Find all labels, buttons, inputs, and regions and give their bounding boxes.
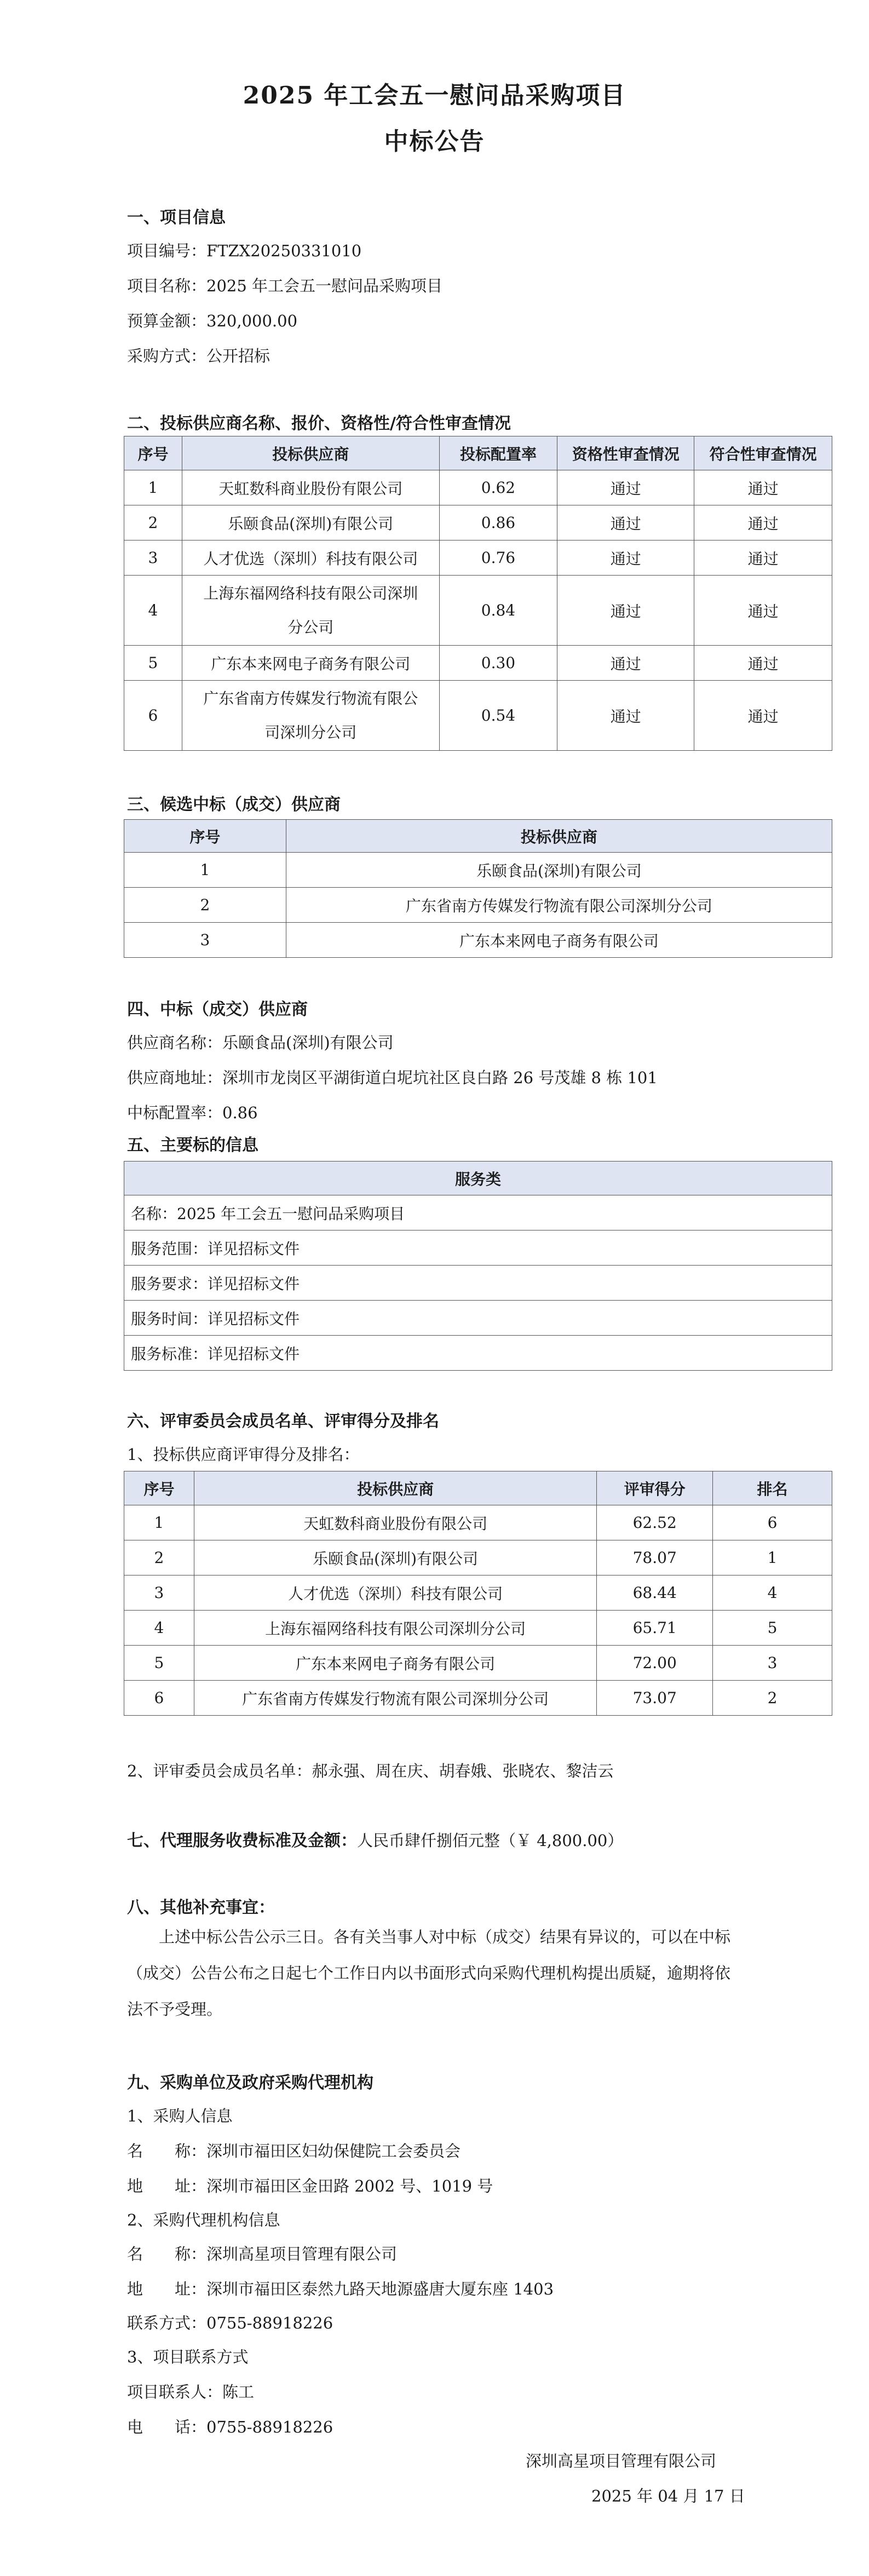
cell-supplier xyxy=(182,576,439,646)
table-header-row xyxy=(124,436,832,470)
score-subheading: 1、投标供应商评审得分及排名： xyxy=(127,1445,360,1464)
table-row xyxy=(124,853,832,888)
cell-no: 2 xyxy=(124,505,182,540)
cell-no: 3 xyxy=(124,923,286,958)
header-compliance: 符合性审查情况 xyxy=(694,436,832,470)
table-row xyxy=(124,1301,832,1336)
section-3-heading: 三、候选中标（成交）供应商 xyxy=(127,795,341,814)
footer-company: 深圳高星项目管理有限公司 xyxy=(526,2452,717,2470)
doc-title: 2025 年工会五一慰问品采购项目 xyxy=(243,82,626,110)
header-rate: 投标配置率 xyxy=(439,436,557,470)
table-row xyxy=(124,1505,832,1540)
footer-date: 2025 年 04 月 17 日 xyxy=(591,2487,745,2505)
header-no: 序号 xyxy=(124,436,182,470)
winner-name: 供应商名称：乐颐食品(深圳)有限公司 xyxy=(127,1033,394,1052)
header-supplier: 投标供应商 xyxy=(182,436,439,470)
cell-score: 68.44 xyxy=(597,1576,713,1611)
service-standard: 服务标准：详见招标文件 xyxy=(124,1336,832,1371)
cell-compliance: 通过 xyxy=(694,646,832,681)
cell-score: 65.71 xyxy=(597,1611,713,1646)
cell-no: 1 xyxy=(124,853,286,888)
cell-rank: 4 xyxy=(713,1576,832,1611)
table-row xyxy=(124,1646,832,1681)
section-2-heading: 二、投标供应商名称、报价、资格性/符合性审查情况 xyxy=(127,414,511,433)
table-header-row xyxy=(124,1471,832,1505)
agency-contact: 联系方式：0755-88918226 xyxy=(127,2314,333,2332)
table-header-row xyxy=(124,820,832,853)
project-code: 项目编号：FTZX20250331010 xyxy=(127,242,362,260)
header-qualification: 资格性审查情况 xyxy=(557,436,694,470)
cell-qualification: 通过 xyxy=(557,576,694,646)
cell-qualification: 通过 xyxy=(557,681,694,751)
cell-compliance: 通过 xyxy=(694,505,832,540)
subject-table xyxy=(124,1161,832,1371)
cell-compliance: 通过 xyxy=(694,540,832,576)
cell-supplier: 广东省南方传媒发行物流有限公司深圳分公司 xyxy=(194,1681,596,1716)
cell-no: 3 xyxy=(124,1576,194,1611)
agency-subheading: 2、采购代理机构信息 xyxy=(127,2211,280,2229)
cell-rate: 0.86 xyxy=(439,505,557,540)
table-row xyxy=(124,923,832,958)
section-1-heading: 一、项目信息 xyxy=(127,208,226,227)
table-row xyxy=(124,1336,832,1371)
cell-supplier-line2: 司深圳分公司 xyxy=(264,723,357,741)
cell-rate: 0.62 xyxy=(439,470,557,505)
header-service-type: 服务类 xyxy=(124,1162,832,1195)
table-row xyxy=(124,1231,832,1266)
service-scope: 服务范围：详见招标文件 xyxy=(124,1231,832,1266)
header-supplier: 投标供应商 xyxy=(194,1471,596,1505)
table-header-row xyxy=(124,1162,832,1195)
contact-subheading: 3、项目联系方式 xyxy=(127,2348,249,2366)
agency-address: 地 址：深圳市福田区泰然九路天地源盛唐大厦东座 1403 xyxy=(127,2280,554,2298)
cell-rank: 5 xyxy=(713,1611,832,1646)
header-rank: 排名 xyxy=(713,1471,832,1505)
header-no: 序号 xyxy=(124,820,286,853)
cell-qualification: 通过 xyxy=(557,646,694,681)
cell-no: 3 xyxy=(124,540,182,576)
cell-supplier-line1: 上海东福网络科技有限公司深圳 xyxy=(203,584,418,602)
cell-no: 6 xyxy=(124,681,182,751)
cell-compliance: 通过 xyxy=(694,470,832,505)
table-row xyxy=(124,576,832,646)
supplementary-text: 上述中标公告公示三日。各有关当事人对中标（成交）结果有异议的，可以在中标（成交）公告公布之日起七个工作日内以书面形式向采购代理机构提出质疑，逾期将依法不予受理。 xyxy=(127,1928,731,2019)
table-row xyxy=(124,505,832,540)
service-time: 服务时间：详见招标文件 xyxy=(124,1301,832,1336)
header-supplier: 投标供应商 xyxy=(286,820,832,853)
table-row xyxy=(124,1576,832,1611)
service-requirement: 服务要求：详见招标文件 xyxy=(124,1266,832,1301)
winner-address: 供应商地址：深圳市龙岗区平湖街道白坭坑社区良白路 26 号茂雄 8 栋 101 xyxy=(127,1068,658,1087)
table-row xyxy=(124,646,832,681)
cell-supplier: 人才优选（深圳）科技有限公司 xyxy=(194,1576,596,1611)
table-row xyxy=(124,1540,832,1576)
procurement-method: 采购方式：公开招标 xyxy=(127,347,271,365)
cell-score: 78.07 xyxy=(597,1540,713,1576)
cell-no: 4 xyxy=(124,576,182,646)
cell-supplier: 乐颐食品(深圳)有限公司 xyxy=(286,853,832,888)
purchaser-address: 地 址：深圳市福田区金田路 2002 号、1019 号 xyxy=(127,2177,493,2195)
cell-score: 62.52 xyxy=(597,1505,713,1540)
cell-supplier: 乐颐食品(深圳)有限公司 xyxy=(194,1540,596,1576)
project-name: 项目名称：2025 年工会五一慰问品采购项目 xyxy=(127,277,443,295)
cell-no: 4 xyxy=(124,1611,194,1646)
cell-qualification: 通过 xyxy=(557,540,694,576)
cell-supplier: 广东省南方传媒发行物流有限公司深圳分公司 xyxy=(286,888,832,923)
cell-score: 72.00 xyxy=(597,1646,713,1681)
cell-rate: 0.30 xyxy=(439,646,557,681)
table-row xyxy=(124,1195,832,1231)
header-score: 评审得分 xyxy=(597,1471,713,1505)
table-row xyxy=(124,1266,832,1301)
cell-supplier-line1: 广东省南方传媒发行物流有限公 xyxy=(203,689,418,708)
cell-no: 2 xyxy=(124,888,286,923)
winner-rate: 中标配置率：0.86 xyxy=(127,1103,258,1122)
section-7 xyxy=(127,1827,623,1851)
cell-compliance: 通过 xyxy=(694,576,832,646)
cell-qualification: 通过 xyxy=(557,505,694,540)
committee-members: 2、评审委员会成员名单：郝永强、周在庆、胡春娥、张晓农、黎洁云 xyxy=(127,1762,614,1780)
cell-supplier: 天虹数科商业股份有限公司 xyxy=(194,1505,596,1540)
bid-review-table xyxy=(124,436,832,751)
cell-no: 2 xyxy=(124,1540,194,1576)
candidate-table xyxy=(124,819,832,958)
section-6-heading: 六、评审委员会成员名单、评审得分及排名 xyxy=(127,1412,439,1431)
section-9-heading: 九、采购单位及政府采购代理机构 xyxy=(127,2073,373,2092)
cell-supplier xyxy=(182,681,439,751)
cell-rate: 0.76 xyxy=(439,540,557,576)
cell-no: 6 xyxy=(124,1681,194,1716)
section-4-heading: 四、中标（成交）供应商 xyxy=(127,1000,308,1019)
contact-person: 项目联系人：陈工 xyxy=(127,2383,255,2401)
cell-qualification: 通过 xyxy=(557,470,694,505)
table-row xyxy=(124,1681,832,1716)
contact-phone: 电 话：0755-88918226 xyxy=(127,2418,333,2436)
score-table xyxy=(124,1471,832,1716)
cell-supplier: 广东本来网电子商务有限公司 xyxy=(286,923,832,958)
table-row xyxy=(124,1611,832,1646)
cell-supplier: 乐颐食品(深圳)有限公司 xyxy=(182,505,439,540)
cell-supplier: 天虹数科商业股份有限公司 xyxy=(182,470,439,505)
cell-no: 5 xyxy=(124,646,182,681)
cell-supplier: 人才优选（深圳）科技有限公司 xyxy=(182,540,439,576)
table-row xyxy=(124,470,832,505)
cell-rank: 3 xyxy=(713,1646,832,1681)
cell-no: 5 xyxy=(124,1646,194,1681)
cell-no: 1 xyxy=(124,1505,194,1540)
subject-name: 名称：2025 年工会五一慰问品采购项目 xyxy=(124,1195,832,1231)
table-row xyxy=(124,888,832,923)
cell-supplier-line2: 分公司 xyxy=(287,618,334,636)
table-row xyxy=(124,681,832,751)
project-budget: 预算金额：320,000.00 xyxy=(127,312,298,330)
table-row xyxy=(124,540,832,576)
cell-rate: 0.84 xyxy=(439,576,557,646)
purchaser-name: 名 称：深圳市福田区妇幼保健院工会委员会 xyxy=(127,2142,461,2160)
cell-score: 73.07 xyxy=(597,1681,713,1716)
purchaser-subheading: 1、采购人信息 xyxy=(127,2107,233,2125)
agency-name: 名 称：深圳高星项目管理有限公司 xyxy=(127,2245,398,2263)
section-8-heading: 八、其他补充事宜： xyxy=(127,1898,275,1917)
cell-compliance: 通过 xyxy=(694,681,832,751)
cell-supplier: 广东本来网电子商务有限公司 xyxy=(194,1646,596,1681)
cell-no: 1 xyxy=(124,470,182,505)
section-7-heading: 七、代理服务收费标准及金额： xyxy=(127,1831,357,1850)
cell-rank: 1 xyxy=(713,1540,832,1576)
header-no: 序号 xyxy=(124,1471,194,1505)
cell-rank: 6 xyxy=(713,1505,832,1540)
section-5-heading: 五、主要标的信息 xyxy=(127,1136,258,1155)
cell-supplier: 广东本来网电子商务有限公司 xyxy=(182,646,439,681)
cell-rank: 2 xyxy=(713,1681,832,1716)
agency-fee: 人民币肆仟捌佰元整（￥ 4,800.00） xyxy=(357,1831,624,1850)
cell-rate: 0.54 xyxy=(439,681,557,751)
cell-supplier: 上海东福网络科技有限公司深圳分公司 xyxy=(194,1611,596,1646)
doc-subtitle: 中标公告 xyxy=(384,128,485,156)
